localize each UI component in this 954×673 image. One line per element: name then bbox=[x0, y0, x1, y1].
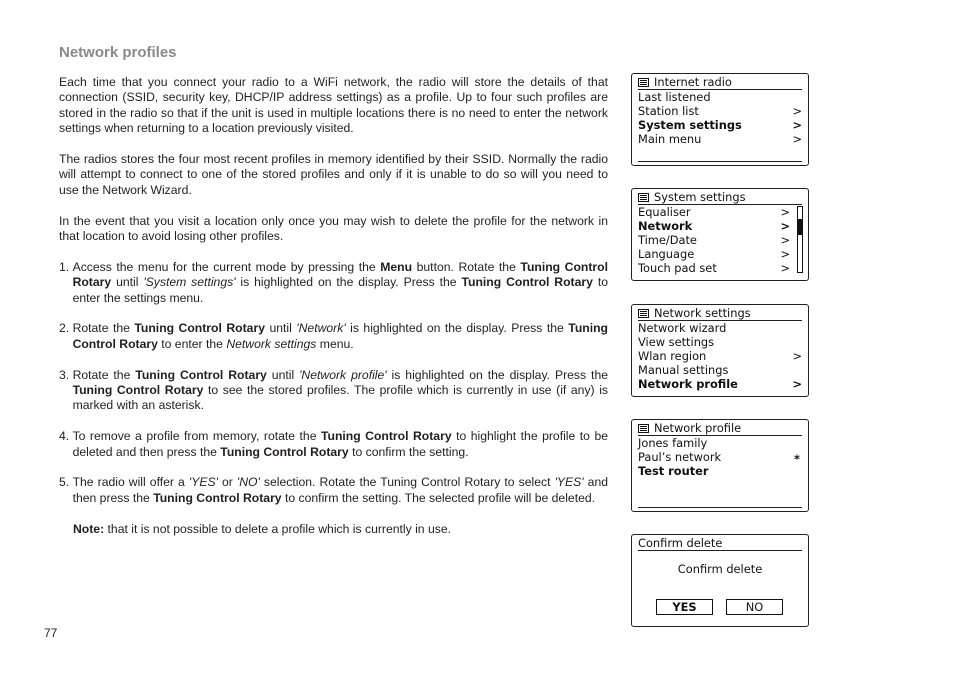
yes-button: YES bbox=[656, 599, 713, 615]
menu-item-last-listened: Last listened bbox=[638, 90, 711, 104]
screen-title: Network profile bbox=[638, 421, 802, 436]
step-number: 3. bbox=[59, 367, 73, 382]
lcd-network-profile bbox=[631, 419, 809, 512]
chevron-right-icon: > bbox=[780, 261, 790, 275]
note bbox=[59, 522, 608, 537]
body-text bbox=[59, 75, 608, 537]
menu-item-manual-settings: Manual settings bbox=[638, 363, 729, 377]
step-number: 1. bbox=[59, 259, 73, 274]
lcd-internet-radio bbox=[631, 73, 809, 166]
menu-list-icon bbox=[638, 78, 649, 87]
menu-item-equaliser: Equaliser > bbox=[638, 205, 790, 219]
chevron-right-icon: > bbox=[780, 247, 790, 261]
menu-list-icon bbox=[638, 309, 649, 318]
step-3 bbox=[59, 368, 608, 414]
step-text: Rotate the Tuning Control Rotary until 'Network' is highlighted on the display. Press the Tuning Control Rotary to enter the Network settings menu. bbox=[72, 321, 608, 351]
step-number: 2. bbox=[59, 321, 73, 336]
note-text: that it is not possible to delete a profile which is currently in use. bbox=[104, 521, 452, 536]
profile-item-test-router: Test router bbox=[638, 464, 709, 478]
menu-item-network-wizard: Network wizard bbox=[638, 321, 727, 335]
chevron-right-icon: > bbox=[792, 104, 802, 118]
chevron-right-icon: > bbox=[792, 118, 802, 132]
menu-item-touch-pad-set: Touch pad set > bbox=[638, 261, 790, 275]
step-text: To remove a profile from memory, rotate the Tuning Control Rotary to highlight the profile to be deleted and then press the Tuning Control Rotary to confirm the setting. bbox=[72, 429, 608, 459]
menu-item-language: Language > bbox=[638, 247, 790, 261]
scrollbar-thumb bbox=[798, 219, 802, 235]
chevron-right-icon: > bbox=[792, 377, 802, 391]
scrollbar bbox=[797, 206, 803, 273]
step-text: Access the menu for the current mode by pressing the Menu button. Rotate the Tuning Control Rotary until 'System settings' is highlighted on the display. Press the Tuning Control Rotary to enter the settings menu. bbox=[72, 259, 608, 305]
chevron-right-icon: > bbox=[792, 132, 802, 146]
chevron-right-icon: > bbox=[780, 205, 790, 219]
divider bbox=[638, 507, 802, 508]
profile-item-pauls-network: Paul’s network * bbox=[638, 450, 800, 466]
confirm-message: Confirm delete bbox=[677, 562, 763, 576]
paragraph-profiles-intro: Each time that you connect your radio to a WiFi network, the radio will store the details of that connection (SSID, security key, DHCP/IP address settings) as a profile. Up to four such profiles are stored in the radio so that if the unit is used in multiple locations there is no need to enter the network settings when returning to a location previously visited. bbox=[59, 75, 608, 136]
step-1 bbox=[59, 260, 608, 306]
step-number: 4. bbox=[59, 429, 73, 444]
chevron-right-icon: > bbox=[792, 349, 802, 363]
step-2 bbox=[59, 321, 608, 352]
profile-item-jones-family: Jones family bbox=[638, 436, 708, 450]
step-number: 5. bbox=[59, 475, 73, 490]
menu-item-view-settings: View settings bbox=[638, 335, 715, 349]
menu-list-icon bbox=[638, 193, 649, 202]
chevron-right-icon: > bbox=[780, 219, 790, 233]
step-text: Rotate the Tuning Control Rotary until 'Network profile' is highlighted on the display. Press the Tuning Control Rotary to see the stored profiles. The profile which is currently in use (if any) is marked with an asterisk. bbox=[72, 367, 609, 413]
asterisk-icon: * bbox=[794, 452, 800, 466]
menu-item-system-settings: System settings > bbox=[638, 118, 802, 132]
paragraph-ssid: The radios stores the four most recent profiles in memory identified by their SSID. Normally the radio will attempt to connect to one of the stored profiles and only if it is unable to do so will you need to use the Network Wizard. bbox=[59, 152, 608, 197]
menu-item-network: Network > bbox=[638, 219, 790, 233]
menu-item-station-list: Station list > bbox=[638, 104, 802, 118]
note-label: Note: bbox=[73, 521, 105, 536]
menu-item-time-date: Time/Date > bbox=[638, 233, 790, 247]
divider bbox=[638, 161, 802, 162]
menu-list-icon bbox=[638, 424, 649, 433]
chevron-right-icon: > bbox=[780, 233, 790, 247]
screen-title: Network settings bbox=[638, 306, 802, 321]
page-number: 77 bbox=[44, 626, 58, 640]
lcd-network-settings bbox=[631, 304, 809, 397]
step-4 bbox=[59, 429, 608, 460]
step-text: The radio will offer a 'YES' or 'NO' selection. Rotate the Tuning Control Rotary to select 'YES' and then press the Tuning Control Rotary to confirm the setting. The selected profile will be deleted. bbox=[72, 475, 609, 505]
step-5 bbox=[59, 475, 608, 506]
menu-item-wlan-region: Wlan region > bbox=[638, 349, 802, 363]
menu-item-network-profile: Network profile > bbox=[638, 377, 802, 391]
screen-title: System settings bbox=[638, 190, 802, 205]
lcd-system-settings bbox=[631, 188, 809, 281]
screen-title: Internet radio bbox=[638, 75, 802, 90]
paragraph-delete-intro: In the event that you visit a location only once you may wish to delete the profile for the network in that location to avoid losing other profiles. bbox=[59, 213, 608, 244]
lcd-confirm-delete bbox=[631, 534, 809, 627]
screen-title: Confirm delete bbox=[638, 536, 802, 551]
no-button: NO bbox=[726, 599, 783, 615]
menu-item-main-menu: Main menu > bbox=[638, 132, 802, 146]
section-heading: Network profiles bbox=[59, 44, 177, 61]
